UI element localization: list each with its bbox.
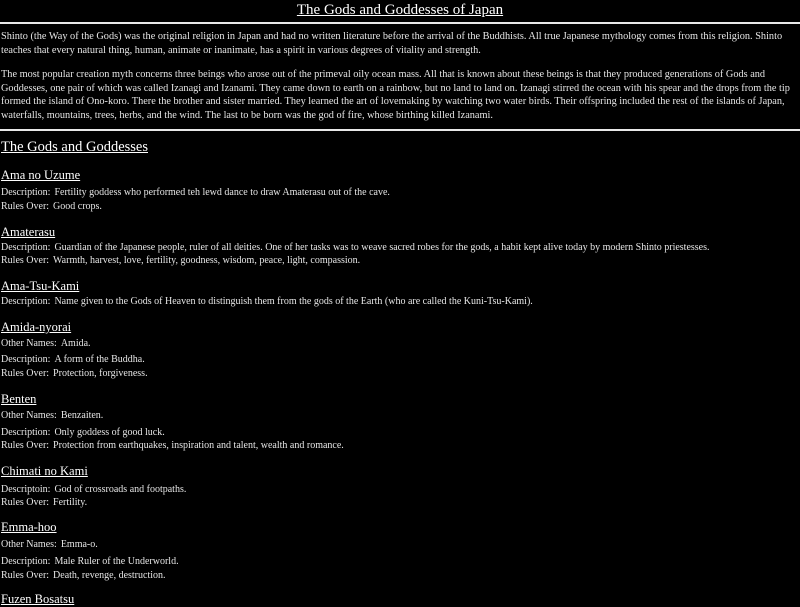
field-value: Emma-o. (60, 539, 98, 550)
field-value: Warmth, harvest, love, fertility, goodness, wisdom, peace, light, compassion. (53, 255, 361, 266)
intro-paragraph-2: The most popular creation myth concerns three beings who arose out of the primeval oily ocean mass. All that is known about these beings is that they produced generations of Gods and Goddesses, one pair of which was called Izanagi and Izanami. They came down to earth on a rainbow, but no land to land on. Izanagi stirred the ocean with his spear and the drops from the tip formed the island of Ono-koro. There the brother and sister married. They learned the art of lovemaking by watching two water birds. Their offspring included the rest of the islands of Japan, waterfalls, mountains, trees, herbs, and the wind. The last to be born was the god of fire, whose birthing killed Izanami. (1, 69, 790, 121)
divider (0, 22, 800, 24)
entry-name: Ama no Uzume (1, 168, 81, 182)
field-label: Description: (1, 556, 51, 567)
entry-field (1, 367, 148, 380)
field-value: Only goddess of good luck. (54, 427, 165, 438)
entry-name: Emma-hoo (1, 520, 57, 534)
field-label: Description: (1, 187, 51, 198)
field-value: Protection, forgiveness. (53, 368, 148, 379)
entry-field (1, 295, 533, 308)
divider (0, 129, 800, 131)
field-value: Benzaiten. (60, 410, 104, 421)
entry-name: Chimati no Kami (1, 464, 88, 478)
entry-field (1, 254, 360, 267)
field-value: Fertility. (53, 497, 88, 508)
entry-field (1, 186, 390, 199)
entry-name: Ama-Tsu-Kami (1, 279, 80, 293)
field-value: Protection from earthquakes, inspiration and talent, wealth and romance. (53, 440, 344, 451)
entry-field (1, 569, 166, 582)
field-value: Guardian of the Japanese people, ruler of all deities. One of her tasks was to weave sacred robes for the gods, a habit kept alive today by modern Shinto priestesses. (54, 242, 710, 253)
entry-field (1, 337, 91, 350)
field-value: Name given to the Gods of Heaven to distinguish them from the gods of the Earth (who are called the Kuni-Tsu-Kami). (54, 296, 533, 307)
entry-field (1, 538, 98, 551)
field-label: Description: (1, 242, 51, 253)
page-title: The Gods and Goddesses of Japan (296, 2, 504, 18)
intro-paragraph-1: Shinto (the Way of the Gods) was the original religion in Japan and had no written literature before the arrival of the Buddhists. All true Japanese mythology comes from this religion. Shinto teaches that every natural thing, human, animate or inanimate, has a spirit in various degrees of vitality and strength. (1, 31, 783, 56)
field-label: Rules Over: (1, 440, 50, 451)
entry-name: Fuzen Bosatsu (1, 592, 75, 606)
field-value: Amida. (60, 338, 91, 349)
field-label: Description: (1, 354, 51, 365)
field-value: Fertility goddess who performed teh lewd dance to draw Amaterasu out of the cave. (54, 187, 390, 198)
field-label: Rules Over: (1, 497, 50, 508)
field-value: A form of the Buddha. (54, 354, 145, 365)
field-value: Death, revenge, destruction. (53, 570, 166, 581)
entry-field (1, 241, 710, 254)
entry-name: Amida-nyorai (1, 320, 72, 334)
entry-field (1, 555, 179, 568)
field-label: Description: (1, 296, 51, 307)
field-label: Descriptoin: (1, 484, 51, 495)
field-label: Rules Over: (1, 201, 50, 212)
field-value: Good crops. (53, 201, 102, 212)
section-title: The Gods and Goddesses (1, 139, 148, 155)
entry-field (1, 200, 102, 213)
field-label: Other Names: (1, 338, 57, 349)
field-label: Other Names: (1, 539, 57, 550)
entry-name: Amaterasu (1, 225, 56, 239)
field-label: Rules Over: (1, 255, 50, 266)
entry-name: Benten (1, 392, 37, 406)
entry-field (1, 409, 103, 422)
entry-field (1, 496, 87, 509)
field-value: Male Ruler of the Underworld. (54, 556, 179, 567)
field-label: Description: (1, 427, 51, 438)
entry-field (1, 483, 186, 496)
field-label: Other Names: (1, 410, 57, 421)
field-value: God of crossroads and footpaths. (54, 484, 187, 495)
entry-field (1, 439, 344, 452)
entry-field (1, 426, 165, 439)
entry-field (1, 353, 145, 366)
field-label: Rules Over: (1, 368, 50, 379)
field-label: Rules Over: (1, 570, 50, 581)
